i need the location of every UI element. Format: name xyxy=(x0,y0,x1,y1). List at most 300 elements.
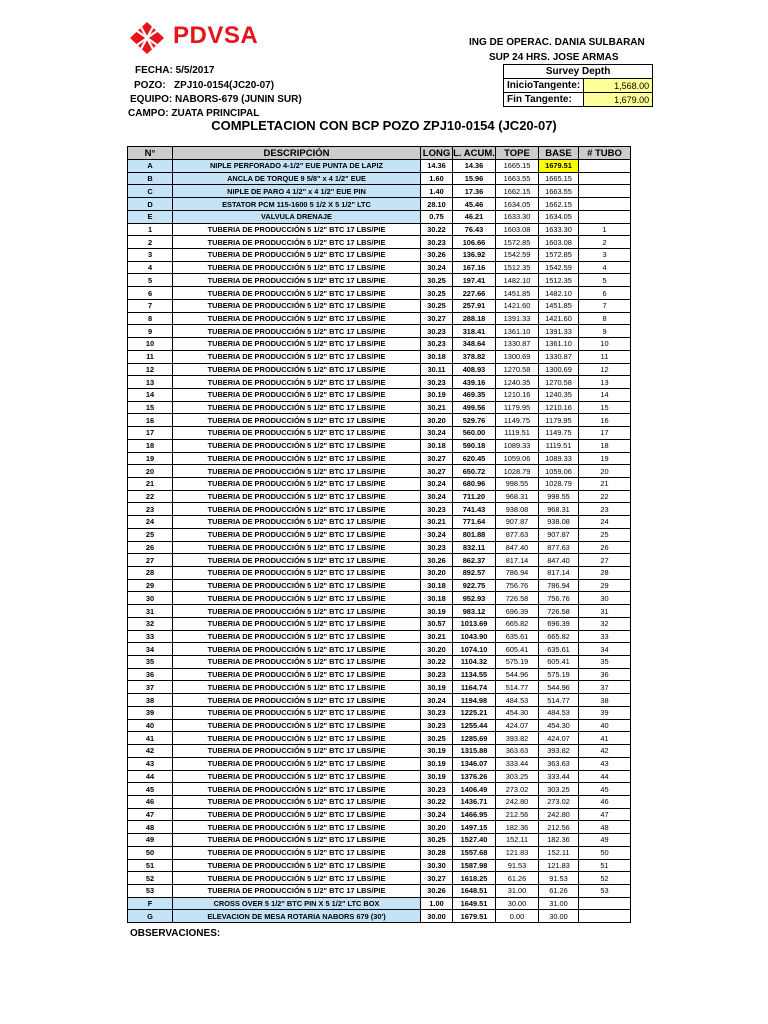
cell-base: 1300.69 xyxy=(539,363,579,376)
inicio-value: 1,568.00 xyxy=(584,79,653,93)
cell-tubo: 6 xyxy=(579,287,631,300)
cell-tope: 1300.69 xyxy=(496,350,539,363)
cell-n: 32 xyxy=(128,617,173,630)
cell-base: 1665.15 xyxy=(539,172,579,185)
cell-acum: 17.36 xyxy=(453,185,496,198)
cell-base: 1361.10 xyxy=(539,338,579,351)
cell-tope: 121.83 xyxy=(496,846,539,859)
cell-tubo: 41 xyxy=(579,732,631,745)
table-row xyxy=(128,198,631,211)
cell-long: 30.20 xyxy=(421,643,453,656)
cell-tope: 726.58 xyxy=(496,592,539,605)
cell-base: 1270.58 xyxy=(539,376,579,389)
cell-n: 6 xyxy=(128,287,173,300)
table-row xyxy=(128,376,631,389)
cell-base: 786.94 xyxy=(539,579,579,592)
cell-long: 30.20 xyxy=(421,567,453,580)
cell-n: E xyxy=(128,210,173,223)
cell-long: 30.27 xyxy=(421,872,453,885)
cell-n: D xyxy=(128,198,173,211)
cell-tope: 786.94 xyxy=(496,567,539,580)
cell-desc: TUBERIA DE PRODUCCIÓN 5 1/2" BTC 17 LBS/PIE xyxy=(173,757,421,770)
cell-desc: TUBERIA DE PRODUCCIÓN 5 1/2" BTC 17 LBS/PIE xyxy=(173,287,421,300)
cell-long: 30.19 xyxy=(421,745,453,758)
cell-long: 30.25 xyxy=(421,834,453,847)
cell-base: 1210.16 xyxy=(539,401,579,414)
cell-tope: 484.53 xyxy=(496,694,539,707)
header-descripcion: DESCRIPCIÓN xyxy=(173,147,421,160)
cell-tope: 1119.51 xyxy=(496,427,539,440)
cell-acum: 167.16 xyxy=(453,261,496,274)
observaciones-label: OBSERVACIONES: xyxy=(130,928,221,939)
table-row xyxy=(128,325,631,338)
cell-long: 30.19 xyxy=(421,770,453,783)
cell-base: 333.44 xyxy=(539,770,579,783)
cell-base: 1572.85 xyxy=(539,249,579,262)
cell-tope: 242.80 xyxy=(496,795,539,808)
cell-desc: TUBERIA DE PRODUCCIÓN 5 1/2" BTC 17 LBS/PIE xyxy=(173,630,421,643)
cell-acum: 318.41 xyxy=(453,325,496,338)
cell-acum: 650.72 xyxy=(453,465,496,478)
cell-long: 28.10 xyxy=(421,198,453,211)
cell-desc: TUBERIA DE PRODUCCIÓN 5 1/2" BTC 17 LBS/PIE xyxy=(173,834,421,847)
cell-tope: 1210.16 xyxy=(496,388,539,401)
cell-n: 36 xyxy=(128,668,173,681)
table-row xyxy=(128,541,631,554)
cell-base: 31.00 xyxy=(539,897,579,910)
cell-acum: 741.43 xyxy=(453,503,496,516)
cell-long: 30.23 xyxy=(421,236,453,249)
cell-long: 30.23 xyxy=(421,338,453,351)
cell-desc: TUBERIA DE PRODUCCIÓN 5 1/2" BTC 17 LBS/PIE xyxy=(173,656,421,669)
cell-acum: 1406.49 xyxy=(453,783,496,796)
cell-tubo: 18 xyxy=(579,439,631,452)
cell-n: 15 xyxy=(128,401,173,414)
survey-title: Survey Depth xyxy=(504,65,653,79)
cell-acum: 1648.51 xyxy=(453,884,496,897)
cell-desc: TUBERIA DE PRODUCCIÓN 5 1/2" BTC 17 LBS/PIE xyxy=(173,745,421,758)
cell-tope: 1451.85 xyxy=(496,287,539,300)
cell-n: 27 xyxy=(128,554,173,567)
cell-n: 3 xyxy=(128,249,173,262)
table-row xyxy=(128,401,631,414)
cell-n: 46 xyxy=(128,795,173,808)
cell-desc: TUBERIA DE PRODUCCIÓN 5 1/2" BTC 17 LBS/PIE xyxy=(173,452,421,465)
cell-long: 30.23 xyxy=(421,719,453,732)
cell-long: 30.26 xyxy=(421,884,453,897)
pozo-row xyxy=(134,80,274,91)
cell-tope: 575.19 xyxy=(496,656,539,669)
cell-long: 30.28 xyxy=(421,846,453,859)
header-base: BASE xyxy=(539,147,579,160)
cell-base: 242.80 xyxy=(539,808,579,821)
table-row xyxy=(128,795,631,808)
table-row xyxy=(128,516,631,529)
cell-acum: 408.93 xyxy=(453,363,496,376)
cell-n: 29 xyxy=(128,579,173,592)
cell-acum: 1497.15 xyxy=(453,821,496,834)
cell-base: 273.02 xyxy=(539,795,579,808)
cell-base: 877.63 xyxy=(539,541,579,554)
cell-n: 16 xyxy=(128,414,173,427)
cell-n: 49 xyxy=(128,834,173,847)
cell-n: F xyxy=(128,897,173,910)
cell-long: 30.21 xyxy=(421,516,453,529)
cell-desc: TUBERIA DE PRODUCCIÓN 5 1/2" BTC 17 LBS/PIE xyxy=(173,223,421,236)
cell-desc: TUBERIA DE PRODUCCIÓN 5 1/2" BTC 17 LBS/PIE xyxy=(173,732,421,745)
cell-acum: 76.43 xyxy=(453,223,496,236)
cell-tope: 938.08 xyxy=(496,503,539,516)
cell-long: 14.36 xyxy=(421,160,453,173)
cell-base: 182.36 xyxy=(539,834,579,847)
table-row xyxy=(128,643,631,656)
header-tope: TOPE xyxy=(496,147,539,160)
cell-long: 0.75 xyxy=(421,210,453,223)
cell-n: 38 xyxy=(128,694,173,707)
cell-base: 1119.51 xyxy=(539,439,579,452)
cell-n: 24 xyxy=(128,516,173,529)
cell-tope: 303.25 xyxy=(496,770,539,783)
cell-tope: 363.63 xyxy=(496,745,539,758)
cell-n: 33 xyxy=(128,630,173,643)
cell-n: 39 xyxy=(128,706,173,719)
cell-acum: 378.82 xyxy=(453,350,496,363)
cell-n: 43 xyxy=(128,757,173,770)
cell-n: 37 xyxy=(128,681,173,694)
cell-desc: TUBERIA DE PRODUCCIÓN 5 1/2" BTC 17 LBS/PIE xyxy=(173,414,421,427)
cell-desc: TUBERIA DE PRODUCCIÓN 5 1/2" BTC 17 LBS/PIE xyxy=(173,503,421,516)
table-row xyxy=(128,757,631,770)
header-n: N° xyxy=(128,147,173,160)
cell-acum: 439.16 xyxy=(453,376,496,389)
cell-acum: 560.00 xyxy=(453,427,496,440)
table-row xyxy=(128,592,631,605)
cell-desc: NIPLE DE PARO 4 1/2" x 4 1/2" EUE PIN xyxy=(173,185,421,198)
cell-tubo: 37 xyxy=(579,681,631,694)
cell-base: 907.87 xyxy=(539,528,579,541)
cell-desc: TUBERIA DE PRODUCCIÓN 5 1/2" BTC 17 LBS/PIE xyxy=(173,325,421,338)
table-row xyxy=(128,567,631,580)
fecha-value: 5/5/2017 xyxy=(175,65,215,76)
cell-tubo xyxy=(579,185,631,198)
cell-desc: TUBERIA DE PRODUCCIÓN 5 1/2" BTC 17 LBS/PIE xyxy=(173,643,421,656)
cell-tubo: 43 xyxy=(579,757,631,770)
cell-acum: 1618.25 xyxy=(453,872,496,885)
table-row xyxy=(128,503,631,516)
cell-desc: TUBERIA DE PRODUCCIÓN 5 1/2" BTC 17 LBS/PIE xyxy=(173,783,421,796)
cell-tubo: 2 xyxy=(579,236,631,249)
cell-n: 40 xyxy=(128,719,173,732)
table-header-row xyxy=(128,147,631,160)
cell-n: C xyxy=(128,185,173,198)
cell-n: 2 xyxy=(128,236,173,249)
table-row xyxy=(128,185,631,198)
cell-acum: 46.21 xyxy=(453,210,496,223)
table-row xyxy=(128,312,631,325)
cell-acum: 1557.68 xyxy=(453,846,496,859)
cell-tope: 31.00 xyxy=(496,884,539,897)
table-row xyxy=(128,236,631,249)
cell-n: 25 xyxy=(128,528,173,541)
cell-long: 30.24 xyxy=(421,694,453,707)
cell-acum: 590.18 xyxy=(453,439,496,452)
cell-tope: 273.02 xyxy=(496,783,539,796)
cell-desc: TUBERIA DE PRODUCCIÓN 5 1/2" BTC 17 LBS/PIE xyxy=(173,401,421,414)
cell-long: 30.11 xyxy=(421,363,453,376)
cell-tope: 1662.15 xyxy=(496,185,539,198)
cell-tubo xyxy=(579,210,631,223)
cell-n: 31 xyxy=(128,605,173,618)
cell-long: 30.21 xyxy=(421,630,453,643)
cell-desc: TUBERIA DE PRODUCCIÓN 5 1/2" BTC 17 LBS/PIE xyxy=(173,592,421,605)
table-row xyxy=(128,884,631,897)
cell-tope: 1572.85 xyxy=(496,236,539,249)
engineer-name: ING DE OPERAC. DANIA SULBARAN xyxy=(469,37,645,48)
cell-base: 1603.08 xyxy=(539,236,579,249)
cell-acum: 529.76 xyxy=(453,414,496,427)
cell-long: 30.57 xyxy=(421,617,453,630)
cell-tope: 635.61 xyxy=(496,630,539,643)
cell-tubo: 27 xyxy=(579,554,631,567)
table-row xyxy=(128,338,631,351)
cell-n: 4 xyxy=(128,261,173,274)
cell-long: 30.26 xyxy=(421,554,453,567)
table-row xyxy=(128,745,631,758)
cell-desc: TUBERIA DE PRODUCCIÓN 5 1/2" BTC 17 LBS/PIE xyxy=(173,617,421,630)
cell-acum: 348.64 xyxy=(453,338,496,351)
cell-base: 756.76 xyxy=(539,592,579,605)
cell-long: 30.23 xyxy=(421,376,453,389)
table-row xyxy=(128,261,631,274)
cell-base: 968.31 xyxy=(539,503,579,516)
cell-base: 1634.05 xyxy=(539,210,579,223)
cell-acum: 15.96 xyxy=(453,172,496,185)
cell-long: 30.19 xyxy=(421,605,453,618)
cell-n: B xyxy=(128,172,173,185)
fecha-row xyxy=(135,65,215,76)
cell-base: 605.41 xyxy=(539,656,579,669)
table-row xyxy=(128,617,631,630)
table-row xyxy=(128,706,631,719)
cell-desc: TUBERIA DE PRODUCCIÓN 5 1/2" BTC 17 LBS/PIE xyxy=(173,350,421,363)
cell-n: 47 xyxy=(128,808,173,821)
cell-long: 30.18 xyxy=(421,350,453,363)
cell-desc: TUBERIA DE PRODUCCIÓN 5 1/2" BTC 17 LBS/PIE xyxy=(173,249,421,262)
cell-acum: 1649.51 xyxy=(453,897,496,910)
cell-base: 575.19 xyxy=(539,668,579,681)
cell-n: 26 xyxy=(128,541,173,554)
cell-long: 30.22 xyxy=(421,223,453,236)
cell-desc: TUBERIA DE PRODUCCIÓN 5 1/2" BTC 17 LBS/PIE xyxy=(173,541,421,554)
cell-tope: 907.87 xyxy=(496,516,539,529)
cell-base: 998.55 xyxy=(539,490,579,503)
cell-acum: 1346.07 xyxy=(453,757,496,770)
cell-desc: TUBERIA DE PRODUCCIÓN 5 1/2" BTC 17 LBS/PIE xyxy=(173,719,421,732)
cell-n: 22 xyxy=(128,490,173,503)
cell-acum: 45.46 xyxy=(453,198,496,211)
cell-tubo: 40 xyxy=(579,719,631,732)
cell-base: 1028.79 xyxy=(539,477,579,490)
fin-label: Fin Tangente: xyxy=(504,93,584,107)
cell-base: 1330.87 xyxy=(539,350,579,363)
supervisor-name: SUP 24 HRS. JOSE ARMAS xyxy=(489,52,619,63)
cell-acum: 1527.40 xyxy=(453,834,496,847)
cell-tope: 1603.08 xyxy=(496,223,539,236)
cell-acum: 1315.88 xyxy=(453,745,496,758)
cell-acum: 499.56 xyxy=(453,401,496,414)
cell-tubo: 52 xyxy=(579,872,631,885)
table-row xyxy=(128,732,631,745)
cell-tubo: 16 xyxy=(579,414,631,427)
cell-long: 30.24 xyxy=(421,477,453,490)
cell-n: 35 xyxy=(128,656,173,669)
table-row xyxy=(128,668,631,681)
cell-tubo: 38 xyxy=(579,694,631,707)
table-row xyxy=(128,287,631,300)
cell-acum: 1225.21 xyxy=(453,706,496,719)
table-row xyxy=(128,630,631,643)
cell-long: 30.24 xyxy=(421,261,453,274)
cell-tope: 1089.33 xyxy=(496,439,539,452)
cell-tope: 1391.33 xyxy=(496,312,539,325)
cell-base: 1179.95 xyxy=(539,414,579,427)
cell-desc: TUBERIA DE PRODUCCIÓN 5 1/2" BTC 17 LBS/PIE xyxy=(173,516,421,529)
cell-tubo: 25 xyxy=(579,528,631,541)
cell-long: 1.00 xyxy=(421,897,453,910)
cell-tope: 1482.10 xyxy=(496,274,539,287)
cell-desc: TUBERIA DE PRODUCCIÓN 5 1/2" BTC 17 LBS/PIE xyxy=(173,795,421,808)
cell-tope: 1665.15 xyxy=(496,160,539,173)
cell-tope: 182.36 xyxy=(496,821,539,834)
cell-desc: TUBERIA DE PRODUCCIÓN 5 1/2" BTC 17 LBS/PIE xyxy=(173,490,421,503)
cell-tubo: 51 xyxy=(579,859,631,872)
cell-desc: TUBERIA DE PRODUCCIÓN 5 1/2" BTC 17 LBS/PIE xyxy=(173,605,421,618)
cell-long: 30.00 xyxy=(421,910,453,923)
cell-n: 51 xyxy=(128,859,173,872)
cell-long: 30.30 xyxy=(421,859,453,872)
cell-n: 52 xyxy=(128,872,173,885)
table-row xyxy=(128,274,631,287)
cell-n: 9 xyxy=(128,325,173,338)
cell-base: 303.25 xyxy=(539,783,579,796)
header-tubo: # TUBO xyxy=(579,147,631,160)
cell-tope: 1542.59 xyxy=(496,249,539,262)
cell-long: 30.27 xyxy=(421,465,453,478)
cell-desc: ELEVACION DE MESA ROTARIA NABORS 679 (30') xyxy=(173,910,421,923)
cell-tubo xyxy=(579,897,631,910)
cell-tope: 152.11 xyxy=(496,834,539,847)
cell-long: 30.23 xyxy=(421,541,453,554)
cell-long: 30.24 xyxy=(421,528,453,541)
table-row xyxy=(128,872,631,885)
cell-base: 696.39 xyxy=(539,617,579,630)
cell-tubo: 33 xyxy=(579,630,631,643)
cell-acum: 680.96 xyxy=(453,477,496,490)
cell-n: 53 xyxy=(128,884,173,897)
cell-base: 1662.15 xyxy=(539,198,579,211)
cell-tubo: 36 xyxy=(579,668,631,681)
table-row xyxy=(128,172,631,185)
cell-n: G xyxy=(128,910,173,923)
table-row xyxy=(128,528,631,541)
cell-desc: TUBERIA DE PRODUCCIÓN 5 1/2" BTC 17 LBS/PIE xyxy=(173,528,421,541)
table-row xyxy=(128,681,631,694)
cell-long: 30.25 xyxy=(421,274,453,287)
cell-base: 121.83 xyxy=(539,859,579,872)
cell-tubo: 47 xyxy=(579,808,631,821)
cell-tubo: 42 xyxy=(579,745,631,758)
cell-tubo: 39 xyxy=(579,706,631,719)
cell-tubo: 15 xyxy=(579,401,631,414)
cell-desc: TUBERIA DE PRODUCCIÓN 5 1/2" BTC 17 LBS/PIE xyxy=(173,859,421,872)
cell-tubo: 45 xyxy=(579,783,631,796)
cell-tope: 212.56 xyxy=(496,808,539,821)
cell-long: 30.23 xyxy=(421,706,453,719)
cell-long: 30.19 xyxy=(421,681,453,694)
table-row xyxy=(128,770,631,783)
completion-table xyxy=(127,146,631,923)
cell-tubo: 11 xyxy=(579,350,631,363)
cell-desc: ANCLA DE TORQUE 9 5/8" x 4 1/2" EUE xyxy=(173,172,421,185)
cell-base: 1512.35 xyxy=(539,274,579,287)
cell-tope: 1240.35 xyxy=(496,376,539,389)
cell-acum: 257.91 xyxy=(453,299,496,312)
cell-base: 1421.60 xyxy=(539,312,579,325)
cell-long: 30.18 xyxy=(421,439,453,452)
cell-tubo: 14 xyxy=(579,388,631,401)
cell-long: 30.23 xyxy=(421,325,453,338)
cell-desc: TUBERIA DE PRODUCCIÓN 5 1/2" BTC 17 LBS/PIE xyxy=(173,274,421,287)
cell-base: 635.61 xyxy=(539,643,579,656)
cell-long: 30.24 xyxy=(421,490,453,503)
cell-desc: TUBERIA DE PRODUCCIÓN 5 1/2" BTC 17 LBS/PIE xyxy=(173,376,421,389)
table-row xyxy=(128,350,631,363)
cell-base: 817.14 xyxy=(539,567,579,580)
cell-tope: 1361.10 xyxy=(496,325,539,338)
fecha-label: FECHA: xyxy=(135,65,173,76)
cell-tope: 424.07 xyxy=(496,719,539,732)
cell-long: 30.22 xyxy=(421,795,453,808)
cell-desc: TUBERIA DE PRODUCCIÓN 5 1/2" BTC 17 LBS/PIE xyxy=(173,261,421,274)
cell-acum: 983.12 xyxy=(453,605,496,618)
cell-tubo: 23 xyxy=(579,503,631,516)
table-row xyxy=(128,490,631,503)
cell-base: 1149.75 xyxy=(539,427,579,440)
cell-desc: TUBERIA DE PRODUCCIÓN 5 1/2" BTC 17 LBS/PIE xyxy=(173,427,421,440)
cell-tope: 1149.75 xyxy=(496,414,539,427)
cell-desc: ESTATOR PCM 115-1600 5 1/2 X 5 1/2" LTC xyxy=(173,198,421,211)
cell-desc: TUBERIA DE PRODUCCIÓN 5 1/2" BTC 17 LBS/PIE xyxy=(173,808,421,821)
cell-tope: 393.82 xyxy=(496,732,539,745)
cell-tubo: 10 xyxy=(579,338,631,351)
cell-tope: 544.96 xyxy=(496,668,539,681)
survey-depth-table xyxy=(503,64,653,107)
header-l-acum: L. ACUM. xyxy=(453,147,495,159)
cell-tubo: 49 xyxy=(579,834,631,847)
cell-base: 91.53 xyxy=(539,872,579,885)
cell-n: 12 xyxy=(128,363,173,376)
cell-acum: 1466.95 xyxy=(453,808,496,821)
cell-desc: TUBERIA DE PRODUCCIÓN 5 1/2" BTC 17 LBS/PIE xyxy=(173,706,421,719)
cell-n: 8 xyxy=(128,312,173,325)
cell-tope: 30.00 xyxy=(496,897,539,910)
cell-n: 28 xyxy=(128,567,173,580)
cell-long: 30.25 xyxy=(421,732,453,745)
table-row xyxy=(128,223,631,236)
cell-tope: 454.30 xyxy=(496,706,539,719)
cell-acum: 1376.26 xyxy=(453,770,496,783)
cell-long: 30.19 xyxy=(421,388,453,401)
